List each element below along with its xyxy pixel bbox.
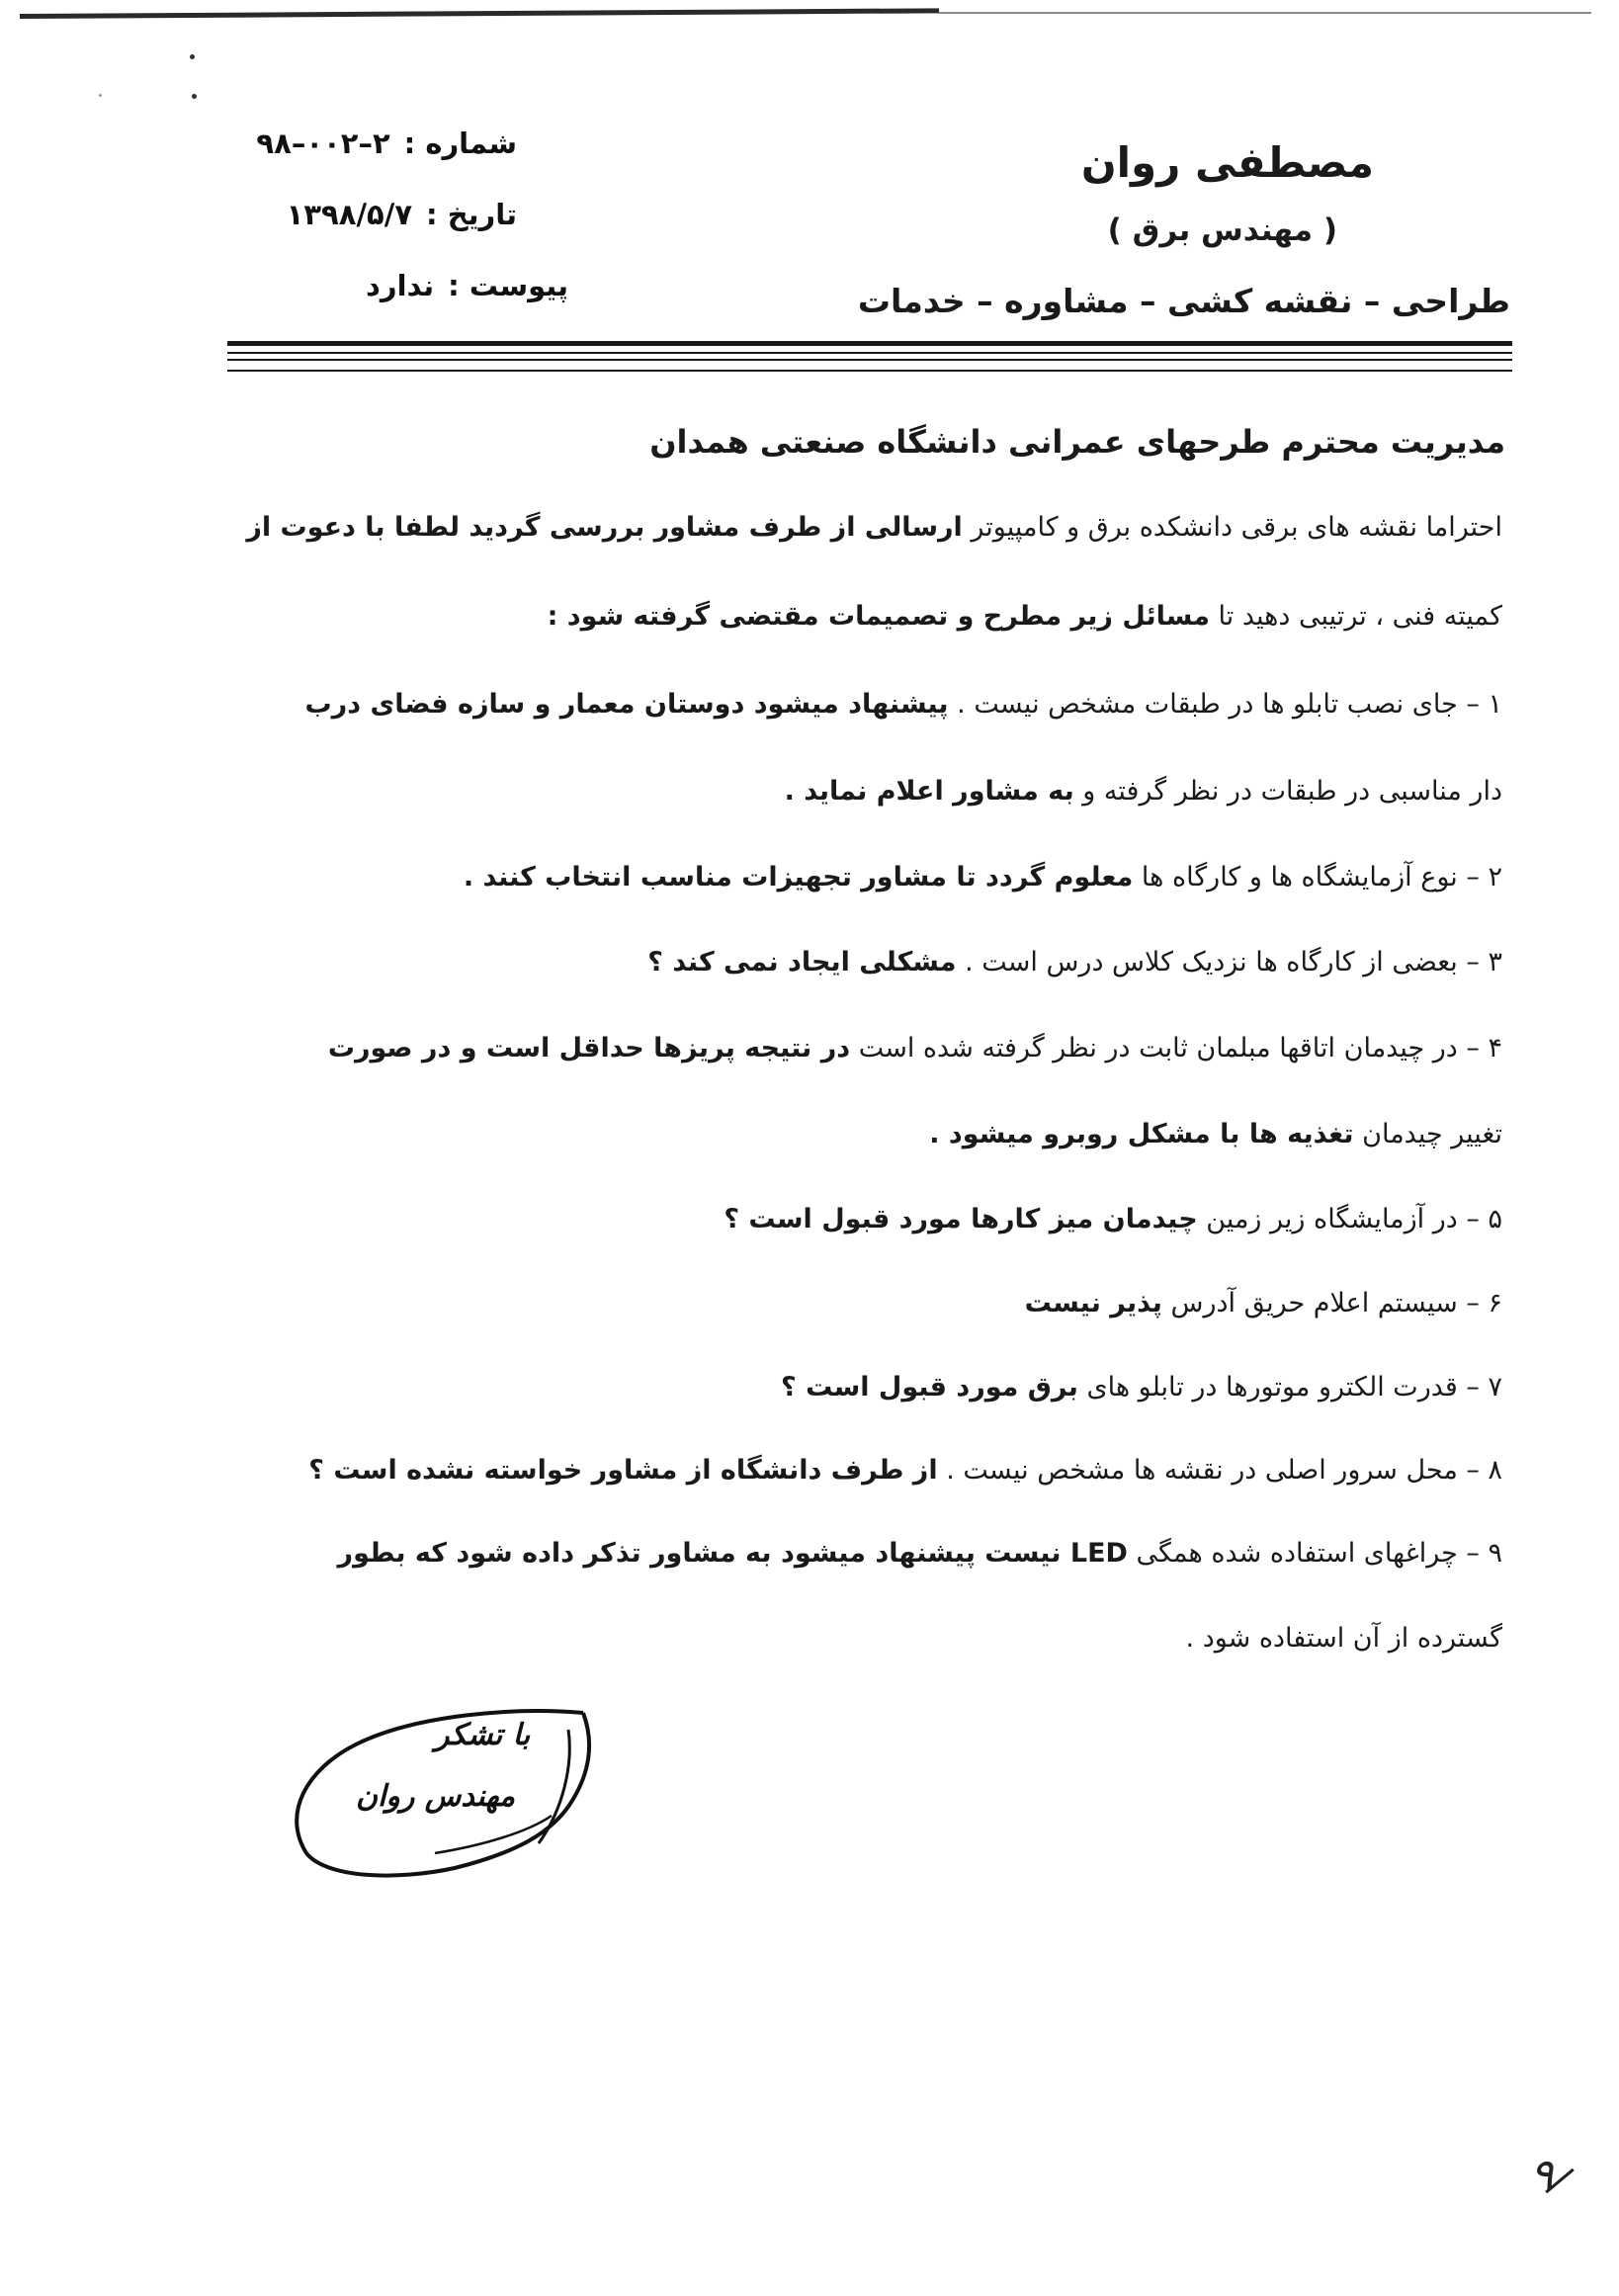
header-rule-thin (227, 352, 1512, 354)
item-6 (1025, 1288, 1502, 1318)
letter-attachment-label: پیوست : (448, 269, 568, 302)
body-text: کمیته فنی ، ترتیبی دهید تا (1209, 601, 1502, 632)
body-text: ۴ – در چیدمان اتاقها مبلمان ثابت در نظر گرفته شده است (850, 1033, 1502, 1063)
body-text-bold: از طرف دانشگاه از مشاور خواسته نشده است ؟ (308, 1455, 938, 1486)
body-text: تغییر چیدمان (1353, 1119, 1502, 1149)
item-1-line-2 (785, 776, 1502, 807)
item-4-line-1 (328, 1033, 1502, 1063)
item-7 (781, 1372, 1502, 1403)
body-text: ۱ – جای نصب تابلو ها در طبقات مشخص نیست . (948, 689, 1502, 720)
body-intro-line-1 (246, 512, 1502, 543)
letter-number-label: شماره : (403, 127, 517, 160)
item-5 (724, 1204, 1502, 1234)
letter-date-label: تاریخ : (426, 198, 517, 231)
item-2 (464, 862, 1502, 893)
body-text-bold: تغذیه ها با مشکل روبرو میشود . (929, 1119, 1354, 1149)
sender-name: مصطفی روان (1080, 138, 1374, 187)
body-text-bold: پیشنهاد میشود دوستان معمار و سازه فضای درب (304, 689, 949, 720)
header-rule-thin (227, 359, 1512, 361)
item-4-line-2 (929, 1119, 1502, 1149)
body-text: ۵ – در آزمایشگاه زیر زمین (1197, 1204, 1502, 1234)
letter-number-value: ۲–۰۰۲–۹۸ (256, 127, 390, 160)
header-rule-thick (227, 341, 1512, 346)
stamp-signature: مهندس روان (356, 1779, 516, 1814)
body-text: ۲ – نوع آزمایشگاه ها و کارگاه ها (1133, 862, 1502, 893)
body-text-bold: در نتیجه پریزها حداقل است و در صورت (327, 1033, 851, 1063)
sender-services: طراحی – نقشه کشی – مشاوره – خدمات (857, 282, 1510, 320)
stamp-thanks: با تشکر (435, 1718, 531, 1752)
letter-attachment (366, 269, 568, 302)
body-text: ۸ – محل سرور اصلی در نقشه ها مشخص نیست . (937, 1455, 1502, 1486)
body-text-bold: برق مورد قبول است ؟ (781, 1372, 1078, 1403)
item-9-line-2 (1186, 1623, 1502, 1654)
scan-speck (190, 54, 195, 59)
letter-date-value: ۱۳۹۸/۵/۷ (286, 198, 413, 231)
header-rule-thin (227, 370, 1512, 372)
letter-number (256, 127, 517, 160)
item-9-line-1 (338, 1538, 1502, 1569)
body-text: گسترده از آن استفاده شود . (1185, 1623, 1502, 1654)
scan-top-edge (20, 8, 939, 19)
item-1-line-1 (305, 689, 1502, 720)
body-text: ۳ – بعضی از کارگاه ها نزدیک کلاس درس است . (956, 947, 1502, 978)
body-text-bold: مسائل زیر مطرح و تصمیمات مقتضی گرفته شود : (547, 601, 1210, 632)
body-text: ۶ – سیستم اعلام حریق آدرس (1161, 1288, 1502, 1318)
body-text-bold: مشکلی ایجاد نمی کند ؟ (647, 947, 957, 978)
body-text-bold: LED نیست پیشنهاد میشود به مشاور تذکر داده شود که بطور (337, 1538, 1128, 1569)
page-number: ۹ (1530, 2150, 1554, 2200)
scan-speck (192, 94, 197, 99)
scan-speck (99, 94, 102, 97)
item-3 (647, 947, 1502, 978)
body-text-bold: معلوم گردد تا مشاور تجهیزات مناسب انتخاب کنند . (463, 862, 1134, 893)
letter-attachment-value: ندارد (366, 269, 435, 302)
body-text: ۹ – چراغهای استفاده شده همگی (1127, 1538, 1502, 1569)
item-8 (308, 1455, 1502, 1486)
body-text: احتراما نقشه های برقی دانشکده برق و کامپیوتر (962, 512, 1502, 543)
body-text: ۷ – قدرت الکترو موتورها در تابلو های (1077, 1372, 1502, 1403)
body-text: دار مناسبی در طبقات در نظر گرفته و (1073, 776, 1502, 807)
body-text-bold: به مشاور اعلام نماید . (784, 776, 1074, 807)
scan-top-edge-thin (939, 12, 1591, 14)
sender-title: ( مهندس برق ) (1107, 213, 1337, 248)
body-text-bold: ارسالی از طرف مشاور بررسی گردید لطفا با دعوت از (246, 512, 963, 543)
body-text-bold: پذیر نیست (1024, 1288, 1162, 1318)
body-text-bold: چیدمان میز کارها مورد قبول است ؟ (724, 1204, 1198, 1234)
body-intro-line-2 (548, 601, 1502, 632)
recipient-line: مدیریت محترم طرحهای عمرانی دانشگاه صنعتی همدان (649, 423, 1505, 461)
letter-date (287, 198, 517, 231)
